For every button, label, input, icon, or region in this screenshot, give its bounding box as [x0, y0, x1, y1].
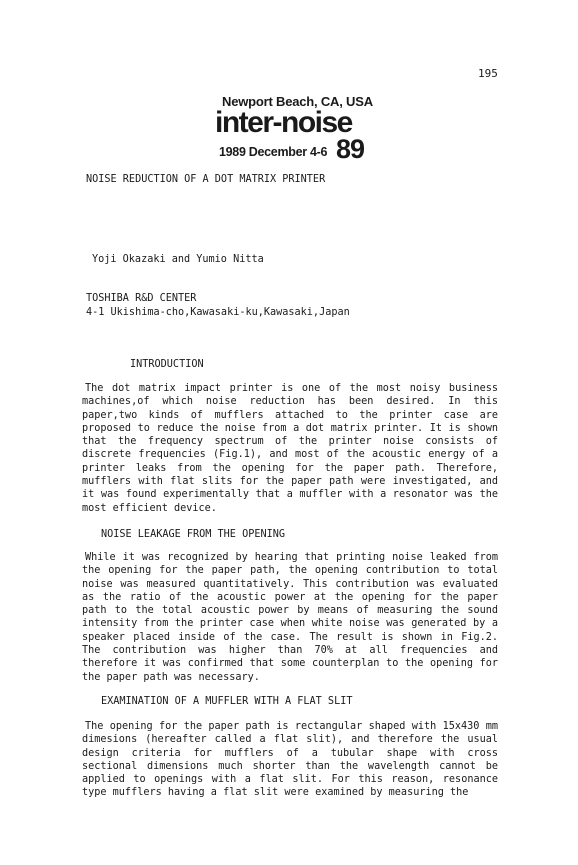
section-body-noise-leakage: While it was recognized by hearing that printing noise leaked from the opening for the paper path, the opening contribution to total noise was measured quantitatively. This contribution was evaluated as the ratio of the acoustic power at the opening for the paper path to the total acoustic power by means of measuring the sound intensity from the printer case when white noise was generated by a speaker placed inside of the case. The result is shown in Fig.2. The contribution was higher than 70% at all frequencies and therefore it was confirmed that some counterplan to the opening for the paper path was necessary. — [82, 552, 498, 683]
section-heading-muffler-examination: EXAMINATION OF A MUFFLER WITH A FLAT SLIT — [101, 696, 353, 707]
section-heading-introduction: INTRODUCTION — [130, 359, 204, 370]
section-heading-noise-leakage: NOISE LEAKAGE FROM THE OPENING — [101, 529, 286, 540]
paper-authors: Yoji Okazaki and Yumio Nitta — [92, 254, 264, 265]
conference-year-mark: 89 — [336, 134, 365, 164]
conference-dates: 1989 December 4-6 — [219, 145, 328, 159]
section-body-muffler-examination: The opening for the paper path is rectangular shaped with 15x430 mm dimesions (hereafter called a flat slit), and therefore the usual design criteria for mufflers of a tubular shape with cross sectional dimensions much shorter than the wavelength cannot be applied to openings with a flat slit. For this reason, resonance type mufflers having a flat slit were examined by measuring the — [82, 721, 498, 799]
paper-title: NOISE REDUCTION OF A DOT MATRIX PRINTER — [86, 174, 326, 185]
section-body-introduction: The dot matrix impact printer is one of the most noisy business machines,of which noise reduction has been desired. In this paper,two kinds of mufflers attached to the printer case are proposed to reduce the noise from a dot matrix printer. It is shown that the frequency spectrum of the printer noise consists of discrete frequencies (Fig.1), and most of the acoustic energy of a printer leaks from the opening for the paper path. Therefore, mufflers with flat slits for the paper path were investigated, and it was found experimentally that a muffler with a resonator was the most efficient device. — [82, 383, 498, 514]
venue-location: Newport Beach, CA, USA — [222, 94, 373, 109]
affiliation-name: TOSHIBA R&D CENTER — [86, 293, 197, 304]
page-number: 195 — [478, 67, 498, 80]
affiliation-address: 4-1 Ukishima-cho,Kawasaki-ku,Kawasaki,Japan — [86, 307, 350, 318]
conference-logo: inter-noise — [215, 106, 352, 139]
